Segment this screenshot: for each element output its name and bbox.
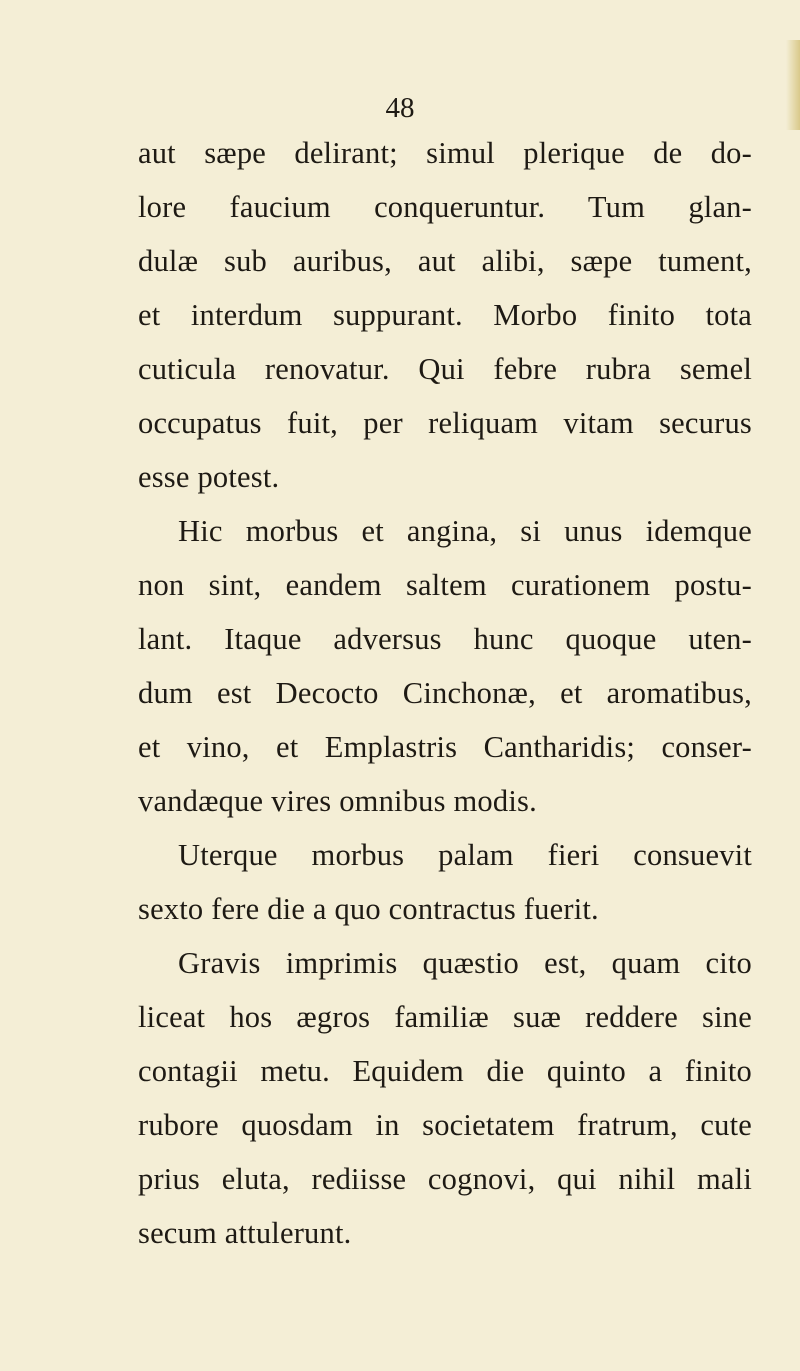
text-line: occupatus fuit, per reliquam vitam securus	[138, 406, 752, 440]
text-line: non sint, eandem saltem curationem postu-	[138, 568, 752, 602]
body-text	[138, 132, 752, 1266]
text-line: liceat hos ægros familiæ suæ reddere sine	[138, 1000, 752, 1034]
text-line: cuticula renovatur. Qui febre rubra semel	[138, 352, 752, 386]
text-line: dulæ sub auribus, aut alibi, sæpe tument,	[138, 244, 752, 278]
text-line: secum attulerunt.	[138, 1216, 352, 1250]
text-line: vandæque vires omnibus modis.	[138, 784, 537, 818]
text-line: et interdum suppurant. Morbo finito tota	[138, 298, 752, 332]
text-line: Gravis imprimis quæstio est, quam cito	[178, 946, 752, 980]
text-line: lant. Itaque adversus hunc quoque uten-	[138, 622, 752, 656]
text-line: dum est Decocto Cinchonæ, et aromatibus,	[138, 676, 752, 710]
text-line: sexto fere die a quo contractus fuerit.	[138, 892, 599, 926]
text-line: aut sæpe delirant; simul plerique de do-	[138, 136, 752, 170]
text-line: rubore quosdam in societatem fratrum, cute	[138, 1108, 752, 1142]
text-line: Hic morbus et angina, si unus idemque	[178, 514, 752, 548]
page-number: 48	[385, 92, 415, 124]
text-line: prius eluta, rediisse cognovi, qui nihil mali	[138, 1162, 752, 1196]
text-line: esse potest.	[138, 460, 280, 494]
text-line: Uterque morbus palam fieri consuevit	[178, 838, 752, 872]
text-line: lore faucium conqueruntur. Tum glan-	[138, 190, 752, 224]
text-line: et vino, et Emplastris Cantharidis; conser-	[138, 730, 752, 764]
text-line: contagii metu. Equidem die quinto a finito	[138, 1054, 752, 1088]
